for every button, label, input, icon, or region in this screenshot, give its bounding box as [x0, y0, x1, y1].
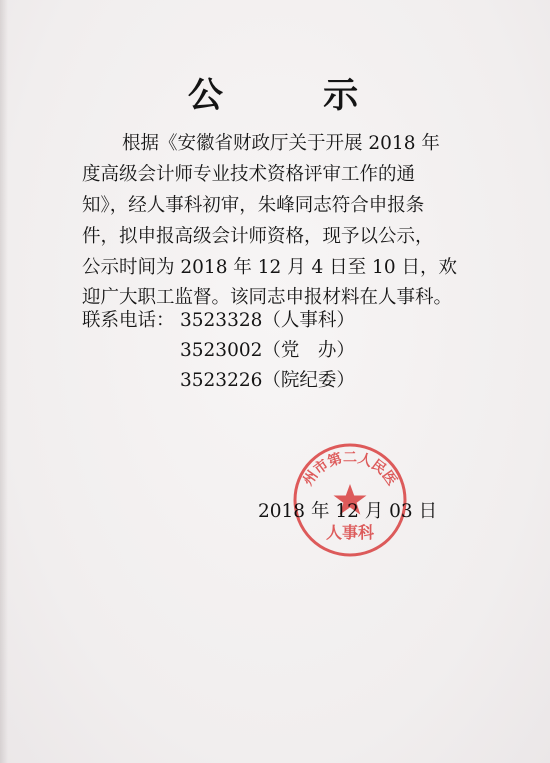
notice-line-2: 度高级会计师专业技术资格评审工作的通 — [82, 164, 416, 185]
notice-line-6: 迎广大职工监督。该同志申报材料在人事科。 — [82, 287, 453, 308]
phone-hr: 3523328（人事科） — [180, 310, 355, 331]
seal-star-icon — [334, 484, 367, 515]
notice-line-3: 知》，经人事科初审，朱峰同志符合申报条 — [82, 195, 425, 216]
phone-discipline: 3523226（院纪委） — [180, 370, 355, 391]
notice-line-4: 件，拟申报高级会计师资格，现予以公示， — [82, 226, 434, 247]
phone-party-office: 3523002（党 办） — [180, 340, 355, 361]
contact-label: 联系电话： — [82, 310, 175, 331]
seal-arc-text: 州市第二人民医 — [300, 450, 400, 489]
seal-bottom-text: 人事科 — [325, 523, 375, 542]
notice-date: 2018 年 12 月 03 日 — [258, 501, 438, 522]
notice-title: 公 示 — [187, 75, 403, 116]
notice-line-5: 公示时间为 2018 年 12 月 4 日至 10 日，欢 — [82, 257, 457, 278]
notice-line-1: 根据《安徽省财政厅关于开展 2018 年 — [122, 133, 440, 154]
official-seal — [290, 440, 410, 560]
